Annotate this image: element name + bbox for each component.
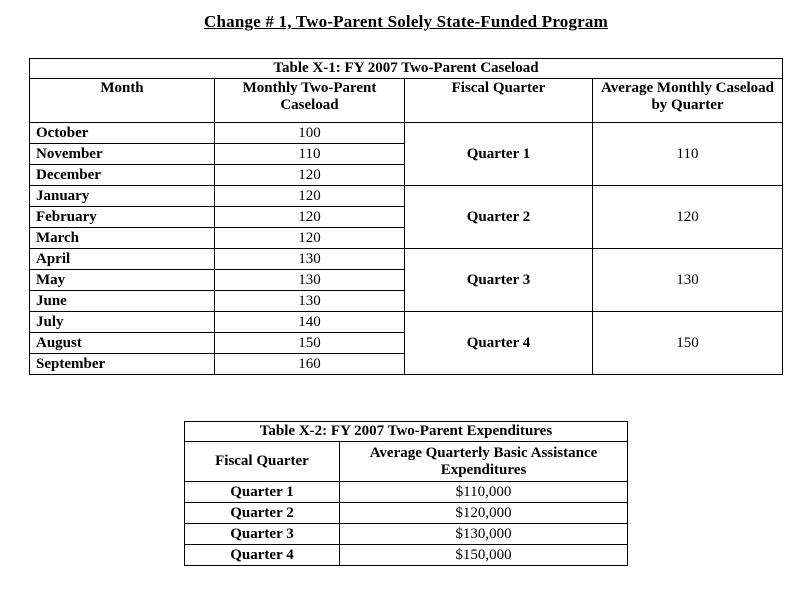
caseload-table [29, 58, 783, 375]
header-monthly-caseload: Monthly Two-Parent Caseload [214, 79, 404, 123]
monthly-caseload-cell: 100 [214, 123, 404, 144]
expenditure-row [184, 524, 627, 545]
month-cell: November [29, 144, 214, 165]
fiscal-quarter-cell: Quarter 2 [184, 503, 339, 524]
header-expenditures: Average Quarterly Basic Assistance Expenditures [339, 442, 627, 482]
average-caseload-cell: 150 [592, 312, 782, 375]
monthly-caseload-cell: 130 [214, 249, 404, 270]
caseload-table-title: Table X-1: FY 2007 Two-Parent Caseload [29, 59, 782, 79]
monthly-caseload-cell: 120 [214, 228, 404, 249]
fiscal-quarter-cell: Quarter 4 [404, 312, 592, 375]
month-cell: August [29, 333, 214, 354]
monthly-caseload-cell: 120 [214, 186, 404, 207]
fiscal-quarter-cell: Quarter 2 [404, 186, 592, 249]
fiscal-quarter-cell: Quarter 4 [184, 545, 339, 566]
expenditure-cell: $150,000 [339, 545, 627, 566]
caseload-row [29, 312, 782, 333]
expenditure-cell: $120,000 [339, 503, 627, 524]
header-fiscal-quarter-x2: Fiscal Quarter [184, 442, 339, 482]
month-cell: June [29, 291, 214, 312]
expenditure-row [184, 482, 627, 503]
average-caseload-cell: 120 [592, 186, 782, 249]
caseload-row [29, 123, 782, 144]
monthly-caseload-cell: 120 [214, 207, 404, 228]
expenditure-cell: $110,000 [339, 482, 627, 503]
fiscal-quarter-cell: Quarter 1 [404, 123, 592, 186]
monthly-caseload-cell: 110 [214, 144, 404, 165]
monthly-caseload-cell: 140 [214, 312, 404, 333]
caseload-table-header-row [29, 79, 782, 123]
fiscal-quarter-cell: Quarter 3 [184, 524, 339, 545]
expenditures-table-title-row [184, 422, 627, 442]
month-cell: December [29, 165, 214, 186]
caseload-row [29, 186, 782, 207]
average-caseload-cell: 130 [592, 249, 782, 312]
month-cell: May [29, 270, 214, 291]
header-average-caseload: Average Monthly Caseload by Quarter [592, 79, 782, 123]
expenditures-table [184, 421, 628, 566]
expenditure-row [184, 503, 627, 524]
monthly-caseload-cell: 120 [214, 165, 404, 186]
monthly-caseload-cell: 130 [214, 291, 404, 312]
expenditure-cell: $130,000 [339, 524, 627, 545]
caseload-row [29, 249, 782, 270]
fiscal-quarter-cell: Quarter 3 [404, 249, 592, 312]
month-cell: February [29, 207, 214, 228]
monthly-caseload-cell: 130 [214, 270, 404, 291]
expenditures-table-header-row [184, 442, 627, 482]
expenditure-row [184, 545, 627, 566]
document-title: Change # 1, Two-Parent Solely State-Funded Program [204, 12, 608, 31]
month-cell: March [29, 228, 214, 249]
expenditures-table-body [184, 482, 627, 566]
caseload-table-title-row [29, 59, 782, 79]
monthly-caseload-cell: 150 [214, 333, 404, 354]
fiscal-quarter-cell: Quarter 1 [184, 482, 339, 503]
month-cell: July [29, 312, 214, 333]
average-caseload-cell: 110 [592, 123, 782, 186]
expenditures-table-title: Table X-2: FY 2007 Two-Parent Expenditures [184, 422, 627, 442]
header-month: Month [29, 79, 214, 123]
header-fiscal-quarter: Fiscal Quarter [404, 79, 592, 123]
month-cell: September [29, 354, 214, 375]
month-cell: April [29, 249, 214, 270]
month-cell: January [29, 186, 214, 207]
monthly-caseload-cell: 160 [214, 354, 404, 375]
month-cell: October [29, 123, 214, 144]
caseload-table-body [29, 123, 782, 375]
